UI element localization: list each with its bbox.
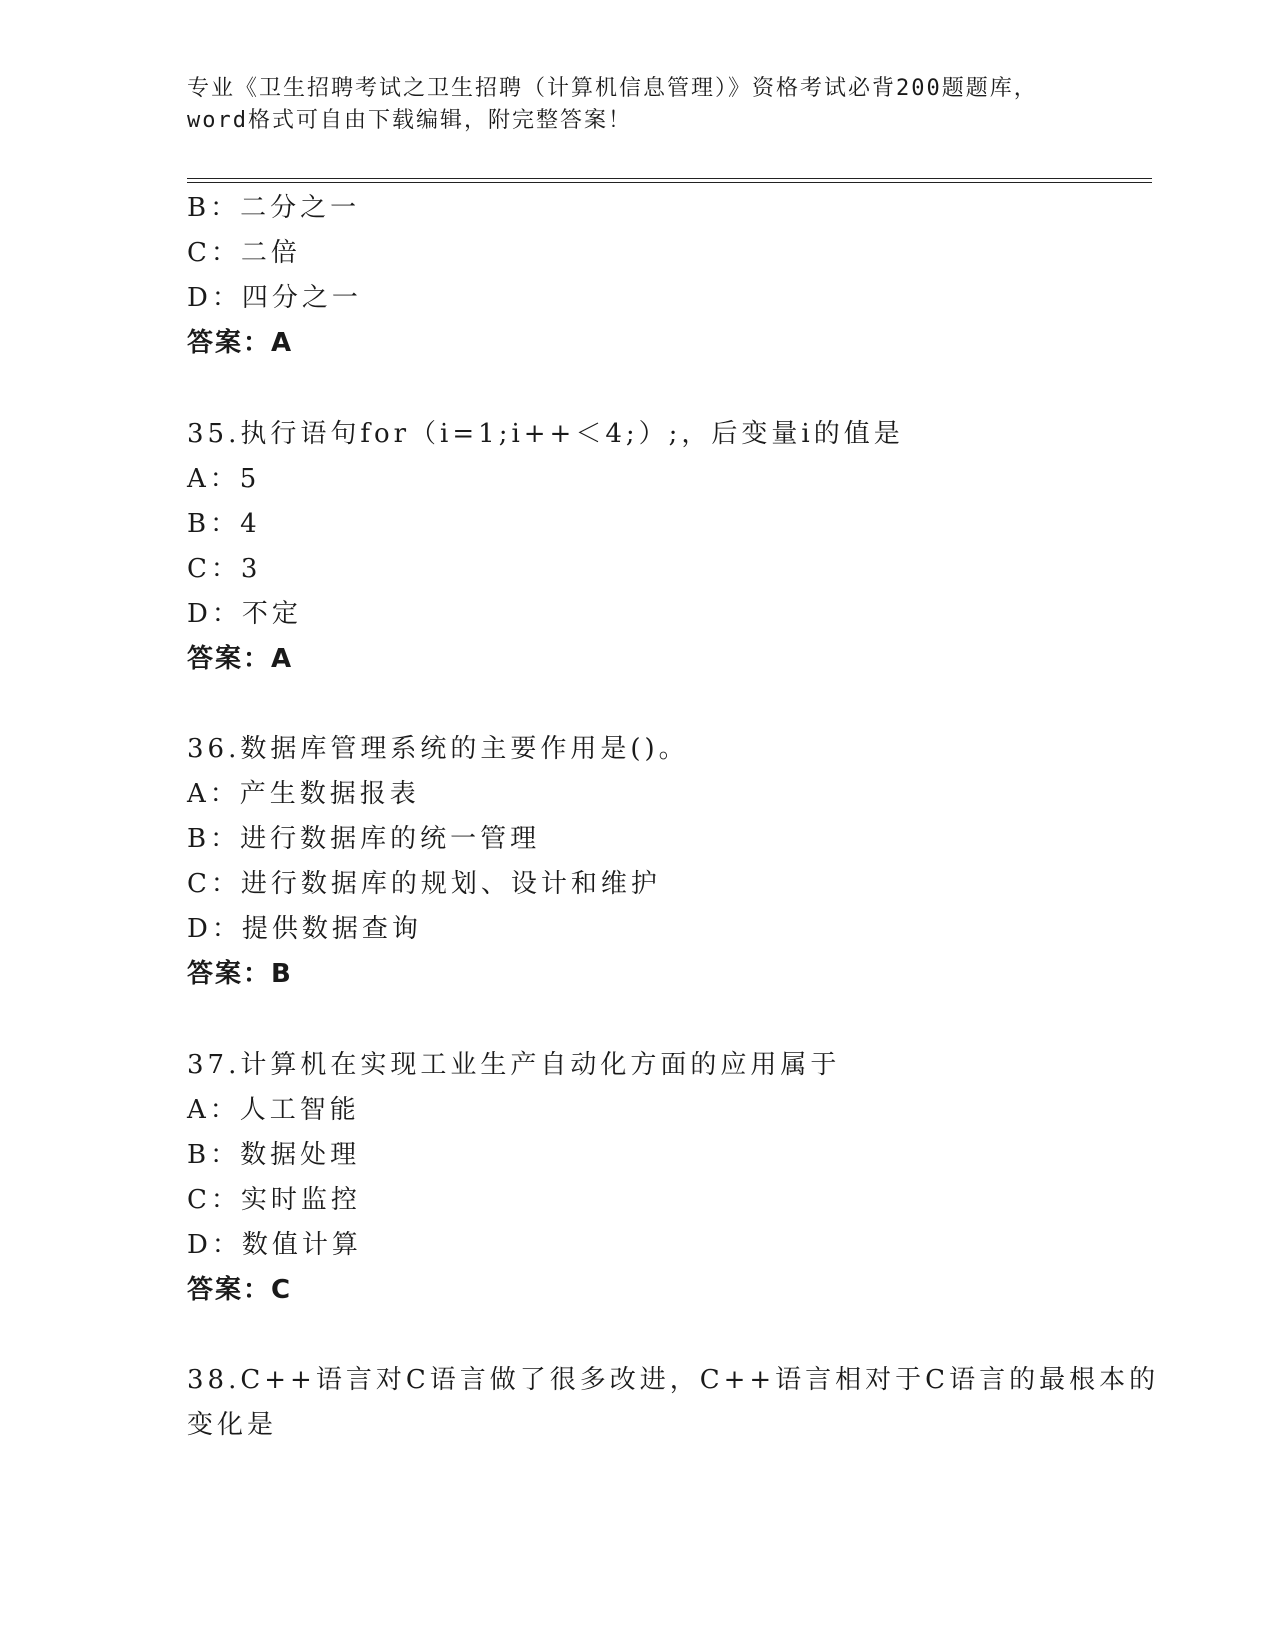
q34-option-c: C：二倍 [187,238,301,268]
q35-option-d: D：不定 [187,599,302,629]
q37-option-d: D：数值计算 [187,1230,362,1260]
q37-answer: 答案：C [187,1275,293,1305]
q36-option-b: B：进行数据库的统一管理 [187,824,541,854]
header-title-line-1: 专业《卫生招聘考试之卫生招聘（计算机信息管理）》资格考试必背200题题库， [187,76,1038,101]
q36-option-d: D：提供数据查询 [187,914,422,944]
q37-option-a: A：人工智能 [187,1095,360,1125]
q37-option-c: C：实时监控 [187,1185,361,1215]
q36-answer: 答案：B [187,959,293,989]
q34-option-b: B：二分之一 [187,193,361,223]
q38-stem-line-1: 38.C++语言对C语言做了很多改进，C++语言相对于C语言的最根本的 [187,1365,1160,1395]
q35-stem: 35.执行语句for（i=1;i++＜4;）;，后变量i的值是 [187,419,904,449]
q35-answer: 答案：A [187,644,294,674]
q35-option-b: B：4 [187,509,261,539]
q37-stem: 37.计算机在实现工业生产自动化方面的应用属于 [187,1050,841,1080]
q36-stem: 36.数据库管理系统的主要作用是()。 [187,734,689,764]
document-header [187,73,1087,137]
q34-option-d: D：四分之一 [187,283,362,313]
header-title-line-2: word格式可自由下载编辑，附完整答案！ [187,108,632,133]
q35-option-c: C：3 [187,554,262,584]
q38-stem-line-2: 变化是 [187,1410,278,1440]
q36-option-c: C：进行数据库的规划、设计和维护 [187,869,661,899]
header-divider-bottom [187,182,1152,183]
q35-option-a: A：5 [187,464,261,494]
q34-answer: 答案：A [187,328,294,358]
q36-option-a: A：产生数据报表 [187,779,420,809]
q37-option-b: B：数据处理 [187,1140,361,1170]
header-divider-top [187,178,1152,179]
